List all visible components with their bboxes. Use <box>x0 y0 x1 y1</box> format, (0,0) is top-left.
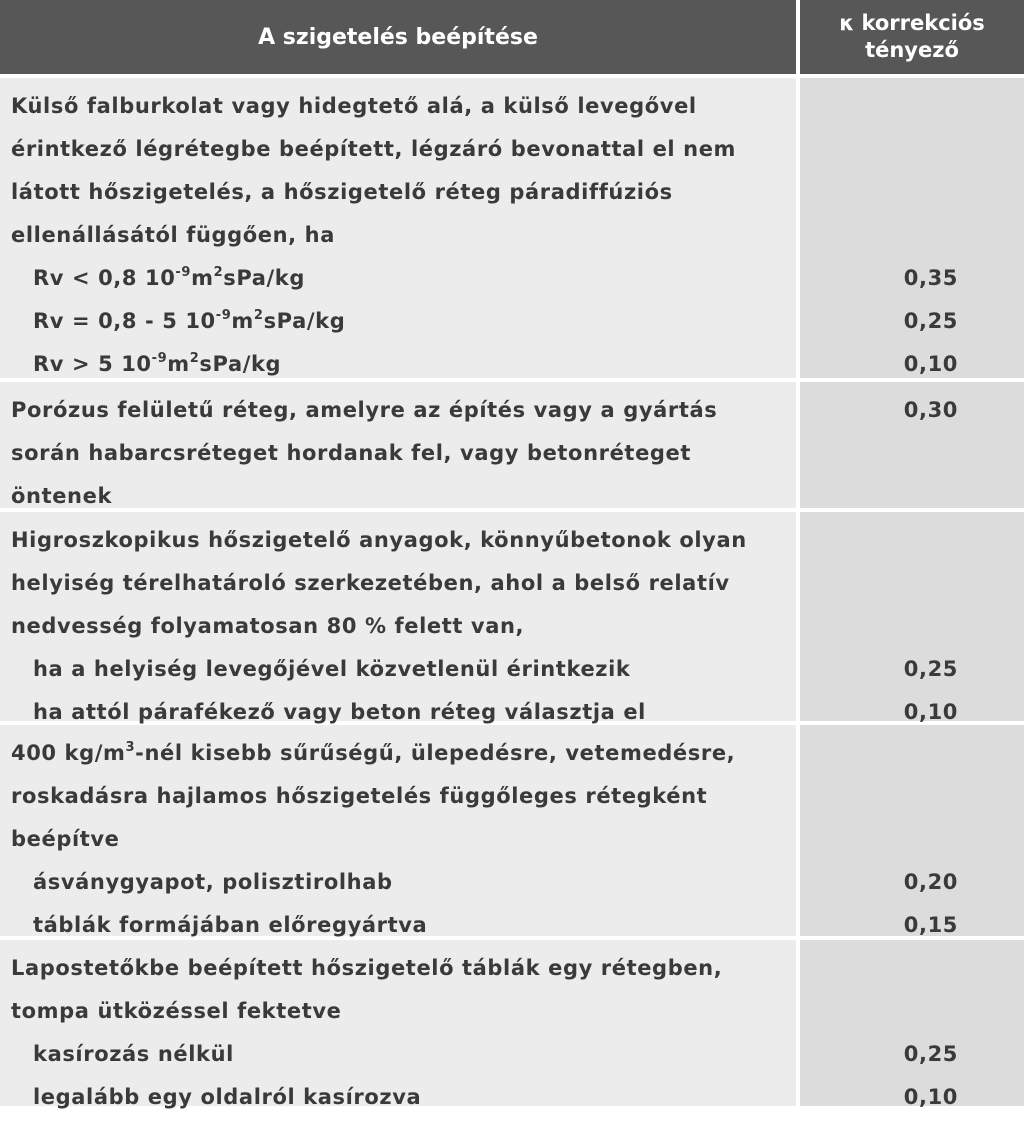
exponent: 3 <box>125 740 136 755</box>
description-text: -nél kisebb sűrűségű, ülepedésre, vetemedésre, <box>135 741 736 765</box>
correction-value: 0,30 <box>903 398 958 422</box>
table-row-description <box>0 725 796 936</box>
column-header-installation <box>0 0 796 74</box>
correction-value: 0,10 <box>903 700 958 724</box>
sub-item-text: sPa/kg <box>223 266 305 290</box>
exponent: -9 <box>215 308 232 323</box>
sub-item-text: Rv < 0,8 10 <box>33 266 176 290</box>
table-row-value <box>800 725 1024 936</box>
correction-value: 0,25 <box>903 309 958 333</box>
column-header-correction-line1: κ korrekciós <box>839 11 985 35</box>
table-row-description <box>0 940 796 1109</box>
sub-item <box>11 264 796 307</box>
description-line: roskadásra hajlamos hőszigetelés függőleges rétegként <box>11 784 708 808</box>
sub-item: ásványgyapot, polisztirolhab <box>33 870 393 894</box>
description-line: beépítve <box>11 827 120 851</box>
exponent: -9 <box>175 265 192 280</box>
exponent: 2 <box>253 308 264 323</box>
table-row-description <box>0 382 796 508</box>
sub-item <box>11 307 796 350</box>
sub-item: ha attól párafékező vagy beton réteg választja el <box>33 700 646 724</box>
description-line: helyiség térelhatároló szerkezetében, ahol a belső relatív <box>11 571 730 595</box>
correction-value: 0,10 <box>903 1085 958 1109</box>
description-text: 400 kg/m <box>11 741 126 765</box>
description-line <box>11 739 796 782</box>
correction-value: 0,25 <box>903 1042 958 1066</box>
table-row-description <box>0 78 796 378</box>
sub-item-text: m <box>167 352 190 376</box>
description-line: Külső falburkolat vagy hidegtető alá, a külső levegővel <box>11 94 697 118</box>
sub-item-text: m <box>191 266 214 290</box>
sub-item-text: sPa/kg <box>263 309 346 333</box>
correction-value: 0,15 <box>903 913 958 937</box>
description-line: Higroszkopikus hőszigetelő anyagok, könnyűbetonok olyan <box>11 528 747 552</box>
table-row-value <box>800 78 1024 378</box>
description-line: tompa ütközéssel fektetve <box>11 999 342 1023</box>
description-line: látott hőszigetelés, a hőszigetelő réteg páradiffúziós <box>11 180 673 204</box>
sub-item: legalább egy oldalról kasírozva <box>33 1085 422 1109</box>
description-line: érintkező légrétegbe beépített, légzáró bevonattal el nem <box>11 137 737 161</box>
sub-item-text: sPa/kg <box>199 352 282 376</box>
sub-item-text: Rv = 0,8 - 5 10 <box>33 309 216 333</box>
exponent: 2 <box>213 265 224 280</box>
description-line: során habarcsréteget hordanak fel, vagy betonréteget <box>11 441 692 465</box>
description-line: öntenek <box>11 484 113 508</box>
table-row-value <box>800 382 1024 508</box>
sub-item: táblák formájában előregyártva <box>33 913 428 937</box>
description-line: Lapostetőkbe beépített hőszigetelő táblák egy rétegben, <box>11 956 723 980</box>
sub-item: ha a helyiség levegőjével közvetlenül érintkezik <box>33 657 631 681</box>
description-line: nedvesség folyamatosan 80 % felett van, <box>11 614 525 638</box>
correction-value: 0,10 <box>903 352 958 376</box>
exponent: 2 <box>189 351 200 366</box>
column-header-installation-label: A szigetelés beépítése <box>258 24 538 50</box>
exponent: -9 <box>151 351 168 366</box>
correction-value: 0,20 <box>903 870 958 894</box>
correction-value: 0,25 <box>903 657 958 681</box>
sub-item: kasírozás nélkül <box>33 1042 234 1066</box>
table-row-value <box>800 940 1024 1109</box>
sub-item-text: m <box>231 309 254 333</box>
column-header-correction-line2: tényező <box>865 38 959 62</box>
description-line: Porózus felületű réteg, amelyre az építés vagy a gyártás <box>11 398 718 422</box>
column-header-correction-factor <box>800 0 1024 74</box>
correction-value: 0,35 <box>903 266 958 290</box>
table-row-description <box>0 512 796 724</box>
sub-item-text: Rv > 5 10 <box>33 352 152 376</box>
description-line: ellenállásától függően, ha <box>11 223 335 247</box>
table-row-value <box>800 512 1024 724</box>
